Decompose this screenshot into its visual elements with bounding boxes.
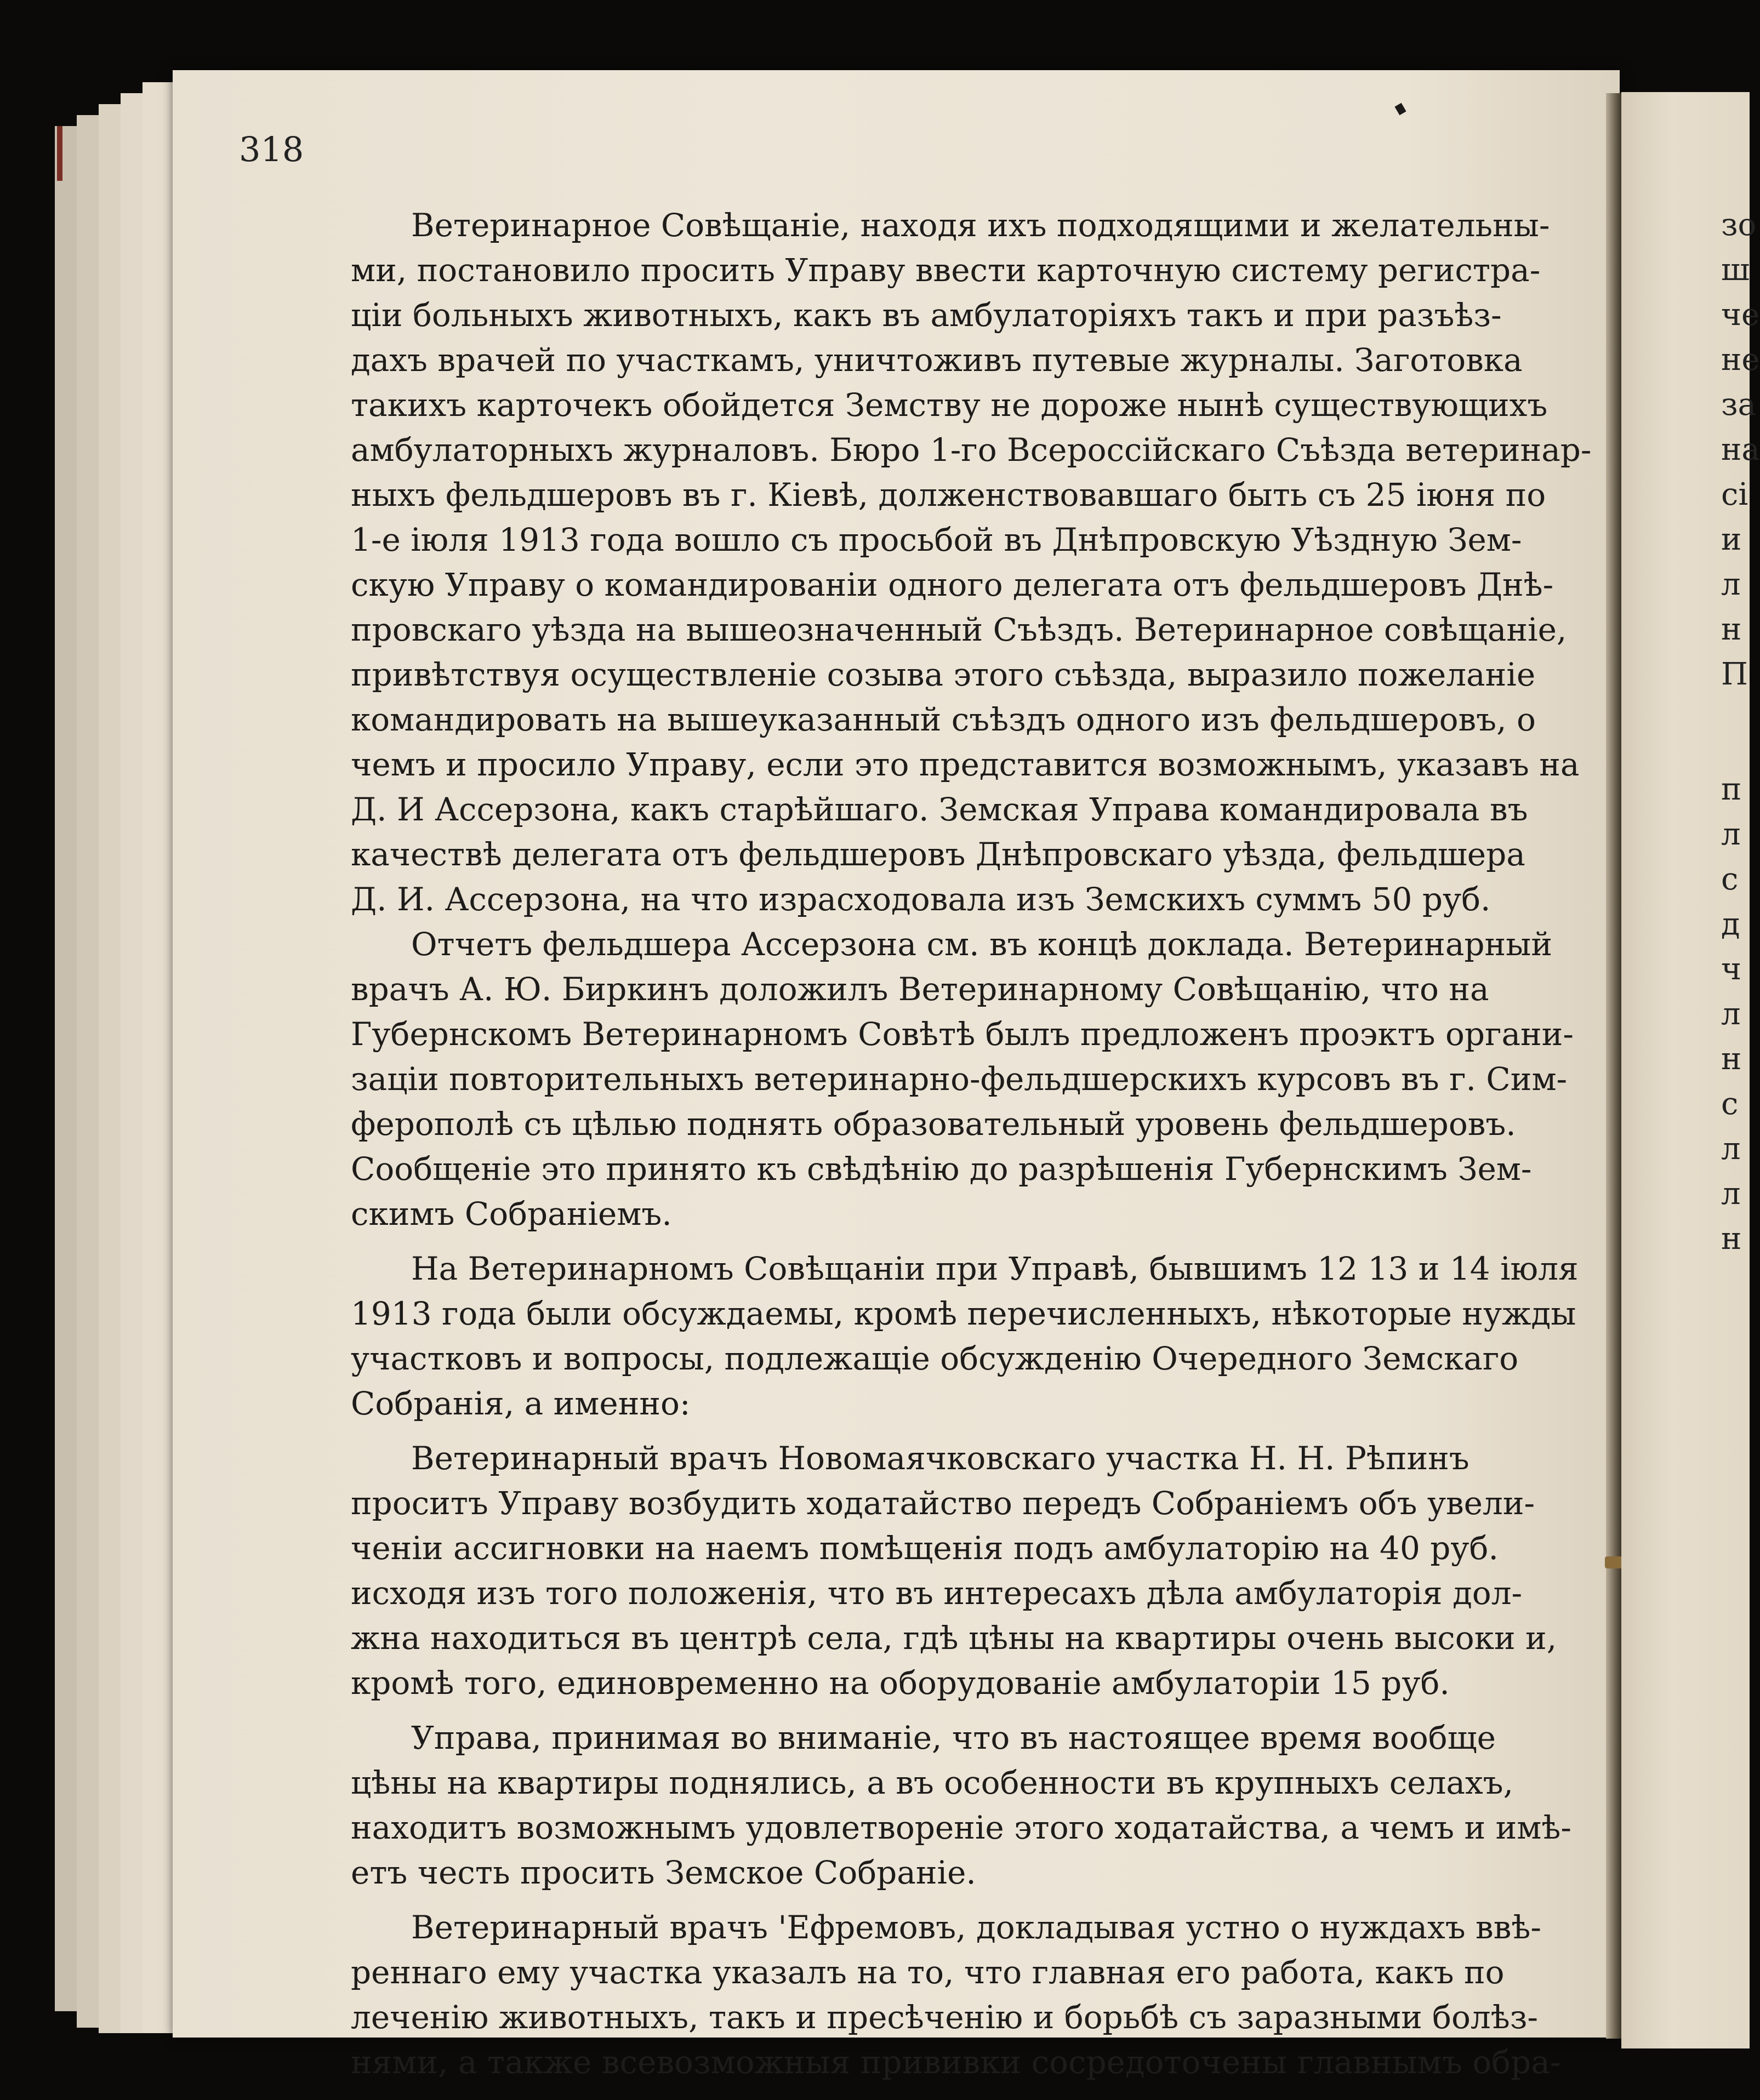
text-line: командировать на вышеуказанный съѣздъ одного изъ фельдшеровъ, о — [351, 701, 1536, 738]
opposite-line-start: П — [1721, 657, 1748, 692]
text-line: Ветеринарный врачъ 'Ефремовъ, докладывая устно о нуждахъ ввѣ- — [411, 1909, 1541, 1946]
opposite-line-start: зо — [1721, 207, 1757, 243]
text-line: ныхъ фельдшеровъ въ г. Кіевѣ, долженствовавшаго быть съ 25 іюня по — [351, 476, 1546, 513]
text-line: ми, постановило просить Управу ввести карточную систему регистра- — [351, 252, 1541, 289]
opposite-line-start: л — [1721, 817, 1741, 852]
text-line: заціи повторительныхъ ветеринарно-фельдшерскихъ курсовъ въ г. Сим- — [351, 1060, 1568, 1098]
text-line: Собранія, а именно: — [351, 1385, 691, 1422]
text-line: качествѣ делегата отъ фельдшеровъ Днѣпровскаго уѣзда, фельдшера — [351, 836, 1525, 873]
text-line: 1-е іюля 1913 года вошло съ просьбой въ Днѣпровскую Уѣздную Зем- — [351, 521, 1522, 558]
opposite-line-start: с — [1721, 861, 1739, 897]
opposite-line-start: д — [1721, 906, 1740, 942]
book-gutter — [1606, 93, 1621, 2039]
opposite-line-start: л — [1721, 1176, 1741, 1212]
text-line: На Ветеринарномъ Совѣщаніи при Управѣ, бывшимъ 12 13 и 14 іюля — [411, 1250, 1579, 1287]
binding-ribbon — [57, 126, 62, 181]
opposite-line-start: ч — [1721, 951, 1742, 987]
opposite-line-start: п — [1721, 772, 1742, 807]
opposite-line-start: на — [1721, 432, 1760, 467]
opposite-line-start: н — [1721, 1041, 1742, 1077]
text-line: Отчетъ фельдшера Ассерзона см. въ концѣ доклада. Ветеринарный — [411, 926, 1552, 963]
opposite-line-start: за — [1721, 387, 1756, 423]
text-line: скимъ Собраніемъ. — [351, 1195, 672, 1232]
text-line: такихъ карточекъ обойдется Земству не дороже нынѣ существующихъ — [351, 386, 1548, 424]
text-line: Д. И. Ассерзона, на что израсходовала изъ Земскихъ суммъ 50 руб. — [351, 881, 1491, 918]
text-line: находитъ возможнымъ удовлетвореніе этого ходатайства, а чемъ и имѣ- — [351, 1809, 1571, 1846]
page-edge — [99, 104, 122, 2033]
text-line: ченіи ассигновки на наемъ помѣщенія подъ амбулаторію на 40 руб. — [351, 1530, 1499, 1567]
text-line: цѣны на квартиры поднялись, а въ особенности въ крупныхъ селахъ, — [351, 1764, 1514, 1801]
opposite-line-start: че — [1721, 297, 1760, 333]
opposite-line-start: и — [1721, 522, 1742, 557]
opposite-line-start: ш — [1721, 252, 1750, 288]
text-line: Сообщеніе это принято къ свѣдѣнію до разрѣшенія Губернскимъ Зем- — [351, 1150, 1532, 1188]
text-line: врачъ А. Ю. Биркинъ доложилъ Ветеринарному Совѣщанію, что на — [351, 971, 1489, 1008]
text-line: 1913 года были обсуждаемы, кромѣ перечисленныхъ, нѣкоторые нужды — [351, 1295, 1576, 1332]
text-line: етъ честь просить Земское Собраніе. — [351, 1854, 976, 1891]
text-line: скую Управу о командированіи одного делегата отъ фельдшеровъ Днѣ- — [351, 566, 1554, 603]
opposite-line-start: не — [1721, 342, 1760, 378]
opposite-page-line-starts — [1721, 203, 1760, 1262]
opposite-line-start: сі — [1721, 477, 1748, 512]
opposite-line-start: с — [1721, 1086, 1739, 1122]
page-edge — [55, 126, 78, 2011]
page-edge — [143, 82, 177, 2033]
page-edge — [77, 115, 100, 2028]
opposite-line-start: л — [1721, 996, 1741, 1032]
text-line: провскаго уѣзда на вышеозначенный Съѣздъ. Ветеринарное совѣщаніе, — [351, 611, 1567, 648]
text-line: ціи больныхъ животныхъ, какъ въ амбулаторіяхъ такъ и при разъѣз- — [351, 296, 1502, 334]
opposite-line-start: н — [1721, 1221, 1742, 1257]
page-edge — [121, 93, 144, 2033]
opposite-line-start: н — [1721, 612, 1742, 647]
text-line: Ветеринарное Совѣщаніе, находя ихъ подходящими и желательны- — [411, 207, 1550, 244]
text-line: участковъ и вопросы, подлежащіе обсужденію Очередного Земскаго — [351, 1340, 1519, 1377]
text-line: чемъ и просило Управу, если это представится возможнымъ, указавъ на — [351, 746, 1580, 783]
text-line: Губернскомъ Ветеринарномъ Совѣтѣ былъ предложенъ проэктъ органи- — [351, 1015, 1574, 1053]
text-line: амбулаторныхъ журналовъ. Бюро 1-го Всероссійскаго Съѣзда ветеринар- — [351, 431, 1592, 469]
text-line: Д. И Ассерзона, какъ старѣйшаго. Земская Управа командировала въ — [351, 791, 1528, 828]
text-line: леченію животныхъ, такъ и пресѣченію и борьбѣ съ заразными болѣз- — [351, 1999, 1538, 2036]
text-line: жна находиться въ центрѣ села, гдѣ цѣны на квартиры очень высоки и, — [351, 1619, 1557, 1657]
opposite-line-start: л — [1721, 1131, 1741, 1167]
page-number: 318 — [239, 129, 304, 169]
text-line: Управа, принимая во вниманіе, что въ настоящее время вообще — [411, 1719, 1496, 1756]
text-line: исходя изъ того положенія, что въ интересахъ дѣла амбулаторія дол- — [351, 1574, 1523, 1612]
text-line: Ветеринарный врачъ Новомаячковскаго участка Н. Н. Рѣпинъ — [411, 1440, 1469, 1477]
text-line: ферополѣ съ цѣлью поднять образовательный уровень фельдшеровъ. — [351, 1105, 1516, 1143]
text-line: кромѣ того, единовременно на оборудованіе амбулаторіи 15 руб. — [351, 1664, 1450, 1702]
text-line: проситъ Управу возбудить ходатайство передъ Собраніемъ объ увели- — [351, 1485, 1535, 1522]
text-line: нями, а также всевозможныя прививки сосредоточены главнымъ обра- — [351, 2044, 1561, 2081]
text-line: реннаго ему участка указалъ на то, что главная его работа, какъ по — [351, 1954, 1505, 1991]
opposite-line-start: л — [1721, 567, 1741, 602]
text-line: привѣтствуя осуществленіе созыва этого съѣзда, выразило пожеланіе — [351, 656, 1536, 693]
page-body-text — [351, 203, 1592, 2085]
text-line: дахъ врачей по участкамъ, уничтоживъ путевые журналы. Заготовка — [351, 341, 1523, 379]
